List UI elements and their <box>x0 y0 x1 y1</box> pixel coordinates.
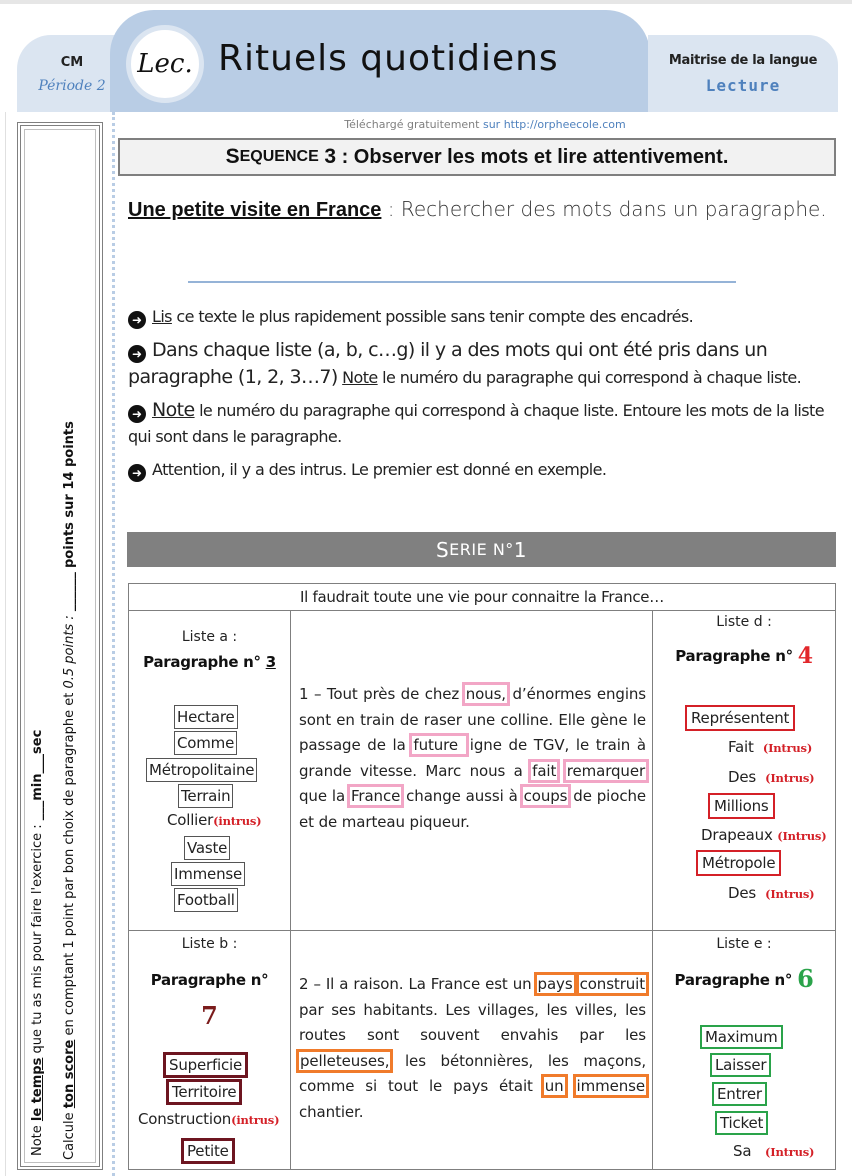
para-2-part: les bétonnières, les maçons, comme si tout le pays était <box>299 1051 646 1095</box>
separator-rule <box>188 281 736 283</box>
liste-a-word: Collier <box>167 811 214 829</box>
instruction-4 <box>128 456 840 484</box>
sequence-rest: : Observer les mots et lire attentivement. <box>341 145 729 168</box>
intrus-label: (Intrus) <box>765 1145 815 1159</box>
instr-2-keyword: Note <box>342 368 378 387</box>
liste-a-word[interactable]: Vaste <box>184 836 230 860</box>
paragraph-2-cell <box>291 931 653 1169</box>
liste-d-intrus-word[interactable] <box>728 883 814 905</box>
download-sur: sur <box>482 118 501 131</box>
para-2-highlight[interactable]: construit <box>579 975 646 993</box>
time-keyword: le temps <box>30 1057 45 1122</box>
domain-label: Lecture <box>705 76 781 95</box>
liste-e-word: Sa <box>733 1142 752 1160</box>
liste-d-word[interactable]: Représentent <box>685 705 795 731</box>
para-1-part: ligne de TGV, le train à grande vitesse. Marc nous a <box>299 736 646 780</box>
para-2-highlight[interactable]: un <box>544 1077 564 1095</box>
instr-4-text: Attention, il y a des intrus. Le premier est donné en exemple. <box>152 460 607 479</box>
serie-header <box>127 532 836 567</box>
time-prefix: Note <box>30 1125 45 1156</box>
liste-d-para-number[interactable]: 4 <box>797 643 813 669</box>
page-top-border <box>0 0 852 4</box>
instruction-1 <box>128 303 840 331</box>
para-1-highlight[interactable]: coups <box>523 787 568 805</box>
score-instructions <box>22 130 86 1160</box>
left-margin-line <box>5 112 6 1176</box>
intrus-label: (Intrus) <box>762 741 813 755</box>
para-1-part: d’énormes engins sont en train de raser une colline. Elle gène le passage de la <box>299 685 647 754</box>
liste-d-intrus-word[interactable] <box>701 825 826 847</box>
liste-a-intrus-word[interactable] <box>167 810 261 832</box>
para-2-part <box>565 1077 576 1095</box>
liste-e-intrus-word[interactable] <box>733 1141 814 1163</box>
liste-a-para-text: Paragraphe n° <box>143 653 261 671</box>
liste-b-word[interactable]: Territoire <box>166 1079 242 1105</box>
time-blank[interactable]: ___min___sec <box>30 729 45 821</box>
score-points: 0.5 points : <box>62 615 77 689</box>
liste-b-word[interactable]: Superficie <box>163 1052 248 1078</box>
subtitle-rest: : Rechercher des mots dans un paragraphe. <box>387 197 827 221</box>
period-label: Période 2 <box>38 78 106 94</box>
liste-d-word[interactable]: Millions <box>708 793 775 819</box>
subject-tab <box>648 35 838 112</box>
arrow-right-circle-icon: ➜ <box>128 405 146 423</box>
para-2-part <box>574 975 579 993</box>
liste-d-intrus-word[interactable] <box>728 767 814 789</box>
time-text: que tu as mis pour faire l'exercice : <box>30 824 45 1054</box>
serie-rest: ERIE N° <box>449 540 514 559</box>
instr-2-text-a: Dans chaque liste (a, b, c…g) il y a des mots qui ont été pris dans un paragraphe (1, 2, 3…7) <box>128 339 768 388</box>
liste-a-label: Liste a : <box>181 629 238 645</box>
para-1-highlight[interactable]: fait <box>532 761 557 780</box>
liste-b-intrus-word[interactable] <box>138 1109 279 1131</box>
para-2-highlight[interactable]: pays <box>537 975 573 993</box>
para-1-part: que la <box>299 787 350 805</box>
liste-e-word[interactable]: Maximum <box>700 1025 783 1049</box>
liste-a-word[interactable]: Football <box>174 888 238 912</box>
intrus-label: (Intrus) <box>765 771 815 785</box>
para-2-part: par ses habitants. Les villages, les villes, les routes sont souvent envahis par les <box>299 1000 646 1044</box>
liste-b-paragraph: Paragraphe n° <box>150 971 269 989</box>
score-keyword: ton score <box>62 1039 77 1109</box>
liste-d-cell <box>653 611 835 931</box>
arrow-right-circle-icon: ➜ <box>128 464 146 482</box>
liste-d-para-text: Paragraphe n° <box>675 647 793 665</box>
paragraph-1-cell <box>291 611 653 931</box>
liste-e-cell <box>653 931 835 1169</box>
liste-b-label: Liste b : <box>181 936 238 952</box>
download-prefix: Téléchargé gratuitement <box>344 118 480 131</box>
liste-a-word[interactable]: Hectare <box>174 705 238 729</box>
arrow-right-circle-icon: ➜ <box>128 311 146 329</box>
liste-b-cell <box>129 931 291 1169</box>
score-prefix: Calcule <box>62 1112 77 1160</box>
para-2-highlight[interactable]: immense <box>576 1077 645 1095</box>
liste-a-word[interactable]: Immense <box>171 862 245 886</box>
subtitle-strong: Une petite visite en France <box>128 199 382 221</box>
para-1-highlight[interactable]: remarquer <box>566 761 646 780</box>
intrus-label: (intrus) <box>213 814 262 828</box>
instr-3-text: le numéro du paragraphe qui correspond à chaque liste. Entoure les mots de la liste qui sont dans le paragraphe. <box>128 401 824 446</box>
lec-logo <box>126 25 204 103</box>
liste-e-para-number[interactable]: 6 <box>797 964 814 993</box>
intrus-label: (Intrus) <box>765 887 815 901</box>
para-1-part: de pioche et de marteau piqueur. <box>299 787 647 831</box>
liste-d-word: Des <box>728 884 756 902</box>
liste-e-word[interactable]: Entrer <box>712 1082 767 1106</box>
liste-b-word: Construction <box>138 1110 232 1128</box>
para-2-highlight[interactable]: pelleteuses, <box>300 1051 390 1070</box>
instr-1-keyword: Lis <box>152 307 172 326</box>
para-1-highlight[interactable]: future <box>413 736 465 754</box>
score-text: en comptant 1 point par bon choix de paragraphe et <box>62 692 77 1036</box>
liste-d-intrus-word[interactable] <box>728 737 812 759</box>
sequence-number: 3 <box>324 145 336 168</box>
liste-e-para-text: Paragraphe n° <box>674 971 793 989</box>
liste-a-para-number[interactable]: 3 <box>265 653 276 671</box>
liste-e-word[interactable]: Ticket <box>715 1111 768 1135</box>
liste-a-word[interactable]: Terrain <box>178 784 233 808</box>
score-instruction <box>54 130 86 1160</box>
dotted-divider <box>112 112 115 1176</box>
sequence-s: S <box>225 145 240 168</box>
para-1-highlight[interactable]: nous, <box>465 685 506 703</box>
exercise-subtitle <box>128 192 836 227</box>
liste-d-paragraph <box>653 643 835 669</box>
para-2-part: 2 – Il a raison. La France est un <box>299 975 537 993</box>
liste-e-word[interactable]: Laisser <box>710 1053 771 1077</box>
score-total: points sur 14 points <box>62 421 77 568</box>
intrus-label: (Intrus) <box>777 829 827 843</box>
liste-d-label: Liste d : <box>716 614 772 630</box>
instruction-2 <box>128 337 840 391</box>
table-caption: Il faudrait toute une vie pour connaitre la France… <box>129 584 835 611</box>
instr-2-text-b: le numéro du paragraphe qui correspond à chaque liste. <box>382 368 802 387</box>
subject-label: Maitrise de la langue <box>668 53 818 68</box>
instruction-3 <box>128 397 840 450</box>
paragraph-1-text <box>299 682 646 835</box>
paragraph-2-text <box>299 972 646 1125</box>
sequence-title <box>118 138 836 176</box>
instr-3-keyword: Note <box>152 399 195 421</box>
time-instruction <box>22 130 54 1156</box>
serie-s: S <box>435 537 450 562</box>
liste-b-word[interactable]: Petite <box>181 1138 235 1164</box>
para-1-part: change aussi à <box>401 787 523 805</box>
liste-e-label: Liste e : <box>716 936 772 952</box>
instructions-list <box>128 303 840 490</box>
liste-b-para-number[interactable]: 7 <box>201 1001 218 1030</box>
liste-a-cell <box>129 611 291 931</box>
serie-number: 1 <box>513 537 528 562</box>
score-blank[interactable]: ______ <box>62 572 77 612</box>
liste-e-paragraph <box>653 964 835 993</box>
liste-a-word[interactable]: Métropolitaine <box>146 758 257 782</box>
arrow-right-circle-icon: ➜ <box>128 345 146 363</box>
liste-d-word: Fait <box>728 738 754 756</box>
instr-1-text: ce texte le plus rapidement possible sans tenir compte des encadrés. <box>176 307 694 326</box>
liste-d-word[interactable]: Métropole <box>696 850 781 876</box>
logo-text: Lec. <box>137 49 193 79</box>
para-1-part: 1 – Tout près de chez <box>299 685 465 703</box>
liste-d-word: Drapeaux <box>701 826 773 844</box>
level-label: CM <box>60 55 84 70</box>
para-1-highlight[interactable]: France <box>350 787 401 805</box>
intrus-label: (intrus) <box>231 1113 280 1127</box>
liste-d-word: Des <box>728 768 756 786</box>
sequence-equence: EQUENCE <box>239 148 319 165</box>
liste-a-paragraph <box>129 653 290 671</box>
download-note <box>120 118 850 131</box>
page-title: Rituels quotidiens <box>218 38 559 79</box>
exercise-table <box>128 583 836 1170</box>
liste-a-word[interactable]: Comme <box>174 731 237 755</box>
download-url[interactable]: http://orpheecole.com <box>503 118 626 131</box>
para-2-part: chantier. <box>299 1102 364 1121</box>
para-1-part <box>557 762 565 780</box>
